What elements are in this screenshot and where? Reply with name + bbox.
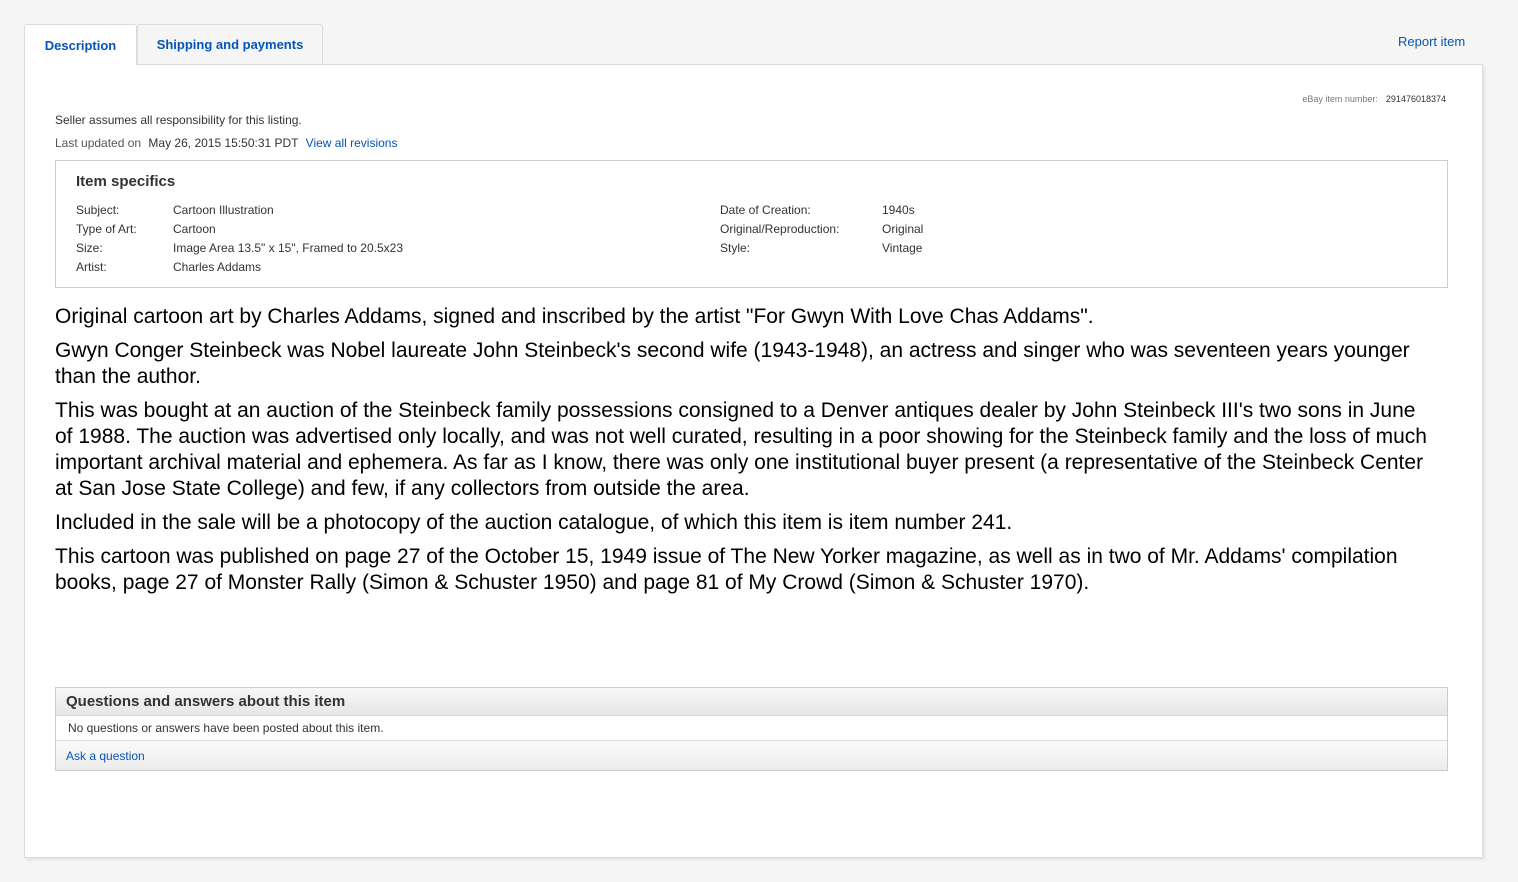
spec-value: Image Area 13.5" x 15", Framed to 20.5x23 [173,241,403,255]
item-number-label: eBay item number: [1302,94,1378,104]
description-panel [24,64,1483,858]
tab-description-label: Description [44,37,117,53]
specifics-right-column [720,203,923,260]
item-description [55,304,1435,604]
description-paragraph: This cartoon was published on page 27 of the October 15, 1949 issue of The New Yorker magazine, as well as in two of Mr. Addams' compilation books, page 27 of Monster Rally (Simon & Schuster 1950) and page 81 of My Crowd (Simon & Schuster 1970). [55,545,1398,594]
spec-label: Size: [76,241,103,255]
spec-row [76,203,403,222]
spec-label: Date of Creation: [720,203,811,217]
last-updated-date: May 26, 2015 15:50:31 PDT [148,136,299,150]
spec-label: Original/Reproduction: [720,222,840,236]
qa-footer [56,741,1447,770]
spec-value: Original [882,222,924,236]
spec-row [720,203,923,222]
item-number [1302,94,1446,104]
ask-a-question-link[interactable]: Ask a question [66,749,145,763]
spec-row [76,260,403,279]
last-updated [55,136,397,150]
specifics-left-column [76,203,403,279]
spec-value: 1940s [882,203,915,217]
spec-label: Subject: [76,203,120,217]
spec-row [720,241,923,260]
item-specifics-title: Item specifics [76,173,176,190]
spec-row [76,241,403,260]
spec-value: Cartoon [173,222,216,236]
spec-label: Artist: [76,260,107,274]
spec-label: Type of Art: [76,222,137,236]
spec-value: Cartoon Illustration [173,203,274,217]
spec-value: Charles Addams [173,260,262,274]
tab-description[interactable] [24,24,137,65]
qa-empty-message: No questions or answers have been posted about this item. [56,716,1447,741]
qa-title: Questions and answers about this item [56,688,1447,716]
seller-responsibility-note: Seller assumes all responsibility for this listing. [55,113,302,127]
tab-shipping-label: Shipping and payments [156,37,304,52]
description-paragraph: Gwyn Conger Steinbeck was Nobel laureate John Steinbeck's second wife (1943-1948), an actress and singer who was seventeen years younger than the author. [55,339,1410,388]
questions-and-answers-box [55,687,1448,771]
description-paragraph: This was bought at an auction of the Steinbeck family possessions consigned to a Denver antiques dealer by John Steinbeck III's two sons in June of 1988. The auction was advertised only locally, and was not well curated, resulting in a poor showing for the Steinbeck family and the loss of much important archival material and ephemera. As far as I know, there was only one institutional buyer present (a representative of the Steinbeck Center at San Jose State College) and few, if any collectors from outside the area. [55,399,1427,500]
spec-label: Style: [720,241,751,255]
spec-value: Vintage [882,241,923,255]
item-specifics-box [55,160,1448,288]
item-number-value: 291476018374 [1385,94,1446,104]
view-all-revisions-link[interactable]: View all revisions [305,136,398,150]
description-paragraph: Original cartoon art by Charles Addams, signed and inscribed by the artist "For Gwyn With Love Chas Addams". [55,305,1094,328]
report-item-link[interactable]: Report item [1398,34,1466,49]
spec-row [720,222,923,241]
spec-row [76,222,403,241]
tab-shipping-and-payments[interactable] [137,24,323,64]
description-paragraph: Included in the sale will be a photocopy of the auction catalogue, of which this item is item number 241. [55,511,1013,534]
last-updated-label: Last updated on [55,136,142,150]
